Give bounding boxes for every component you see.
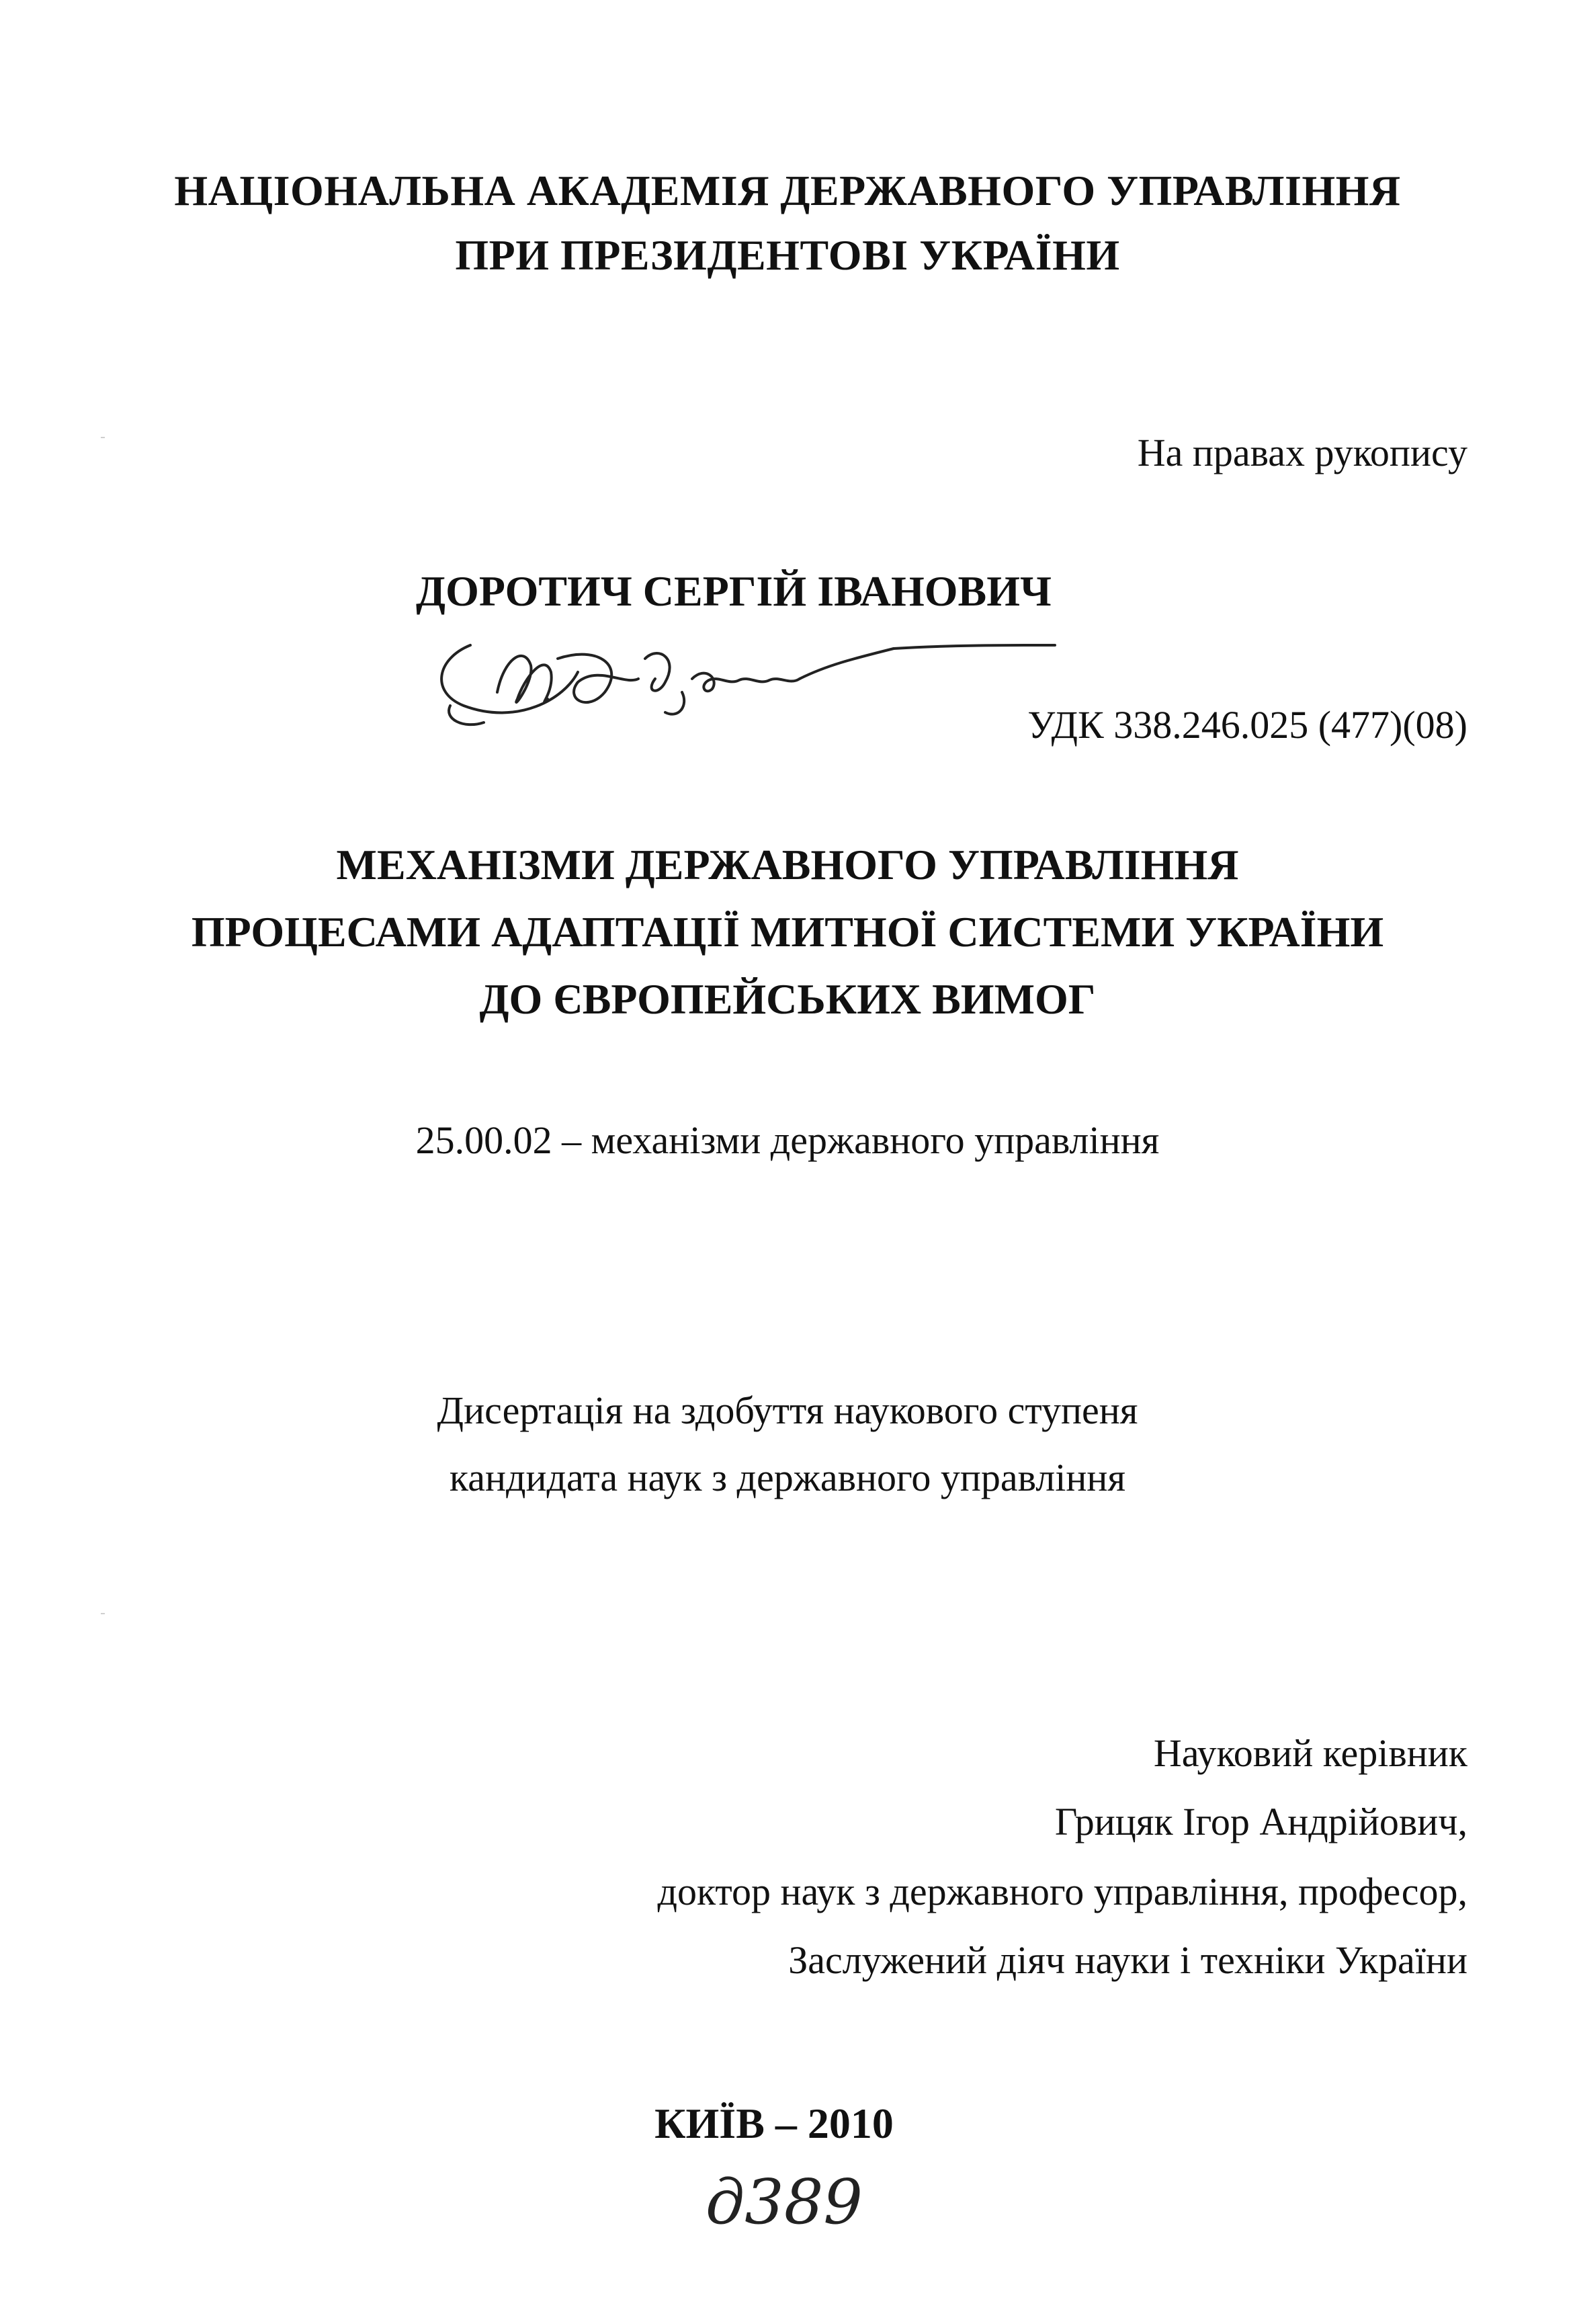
supervisor-name: Грицяк Ігор Андрійович,	[1054, 1800, 1467, 1843]
dissertation-line1: Дисертація на здобуття наукового ступеня	[437, 1388, 1138, 1432]
svg-text:д389: д389	[706, 2166, 863, 2238]
handwritten-number	[699, 2164, 880, 2238]
supervisor-degree: доктор наук з державного управління, професор,	[657, 1870, 1467, 1913]
supervisor-title: Заслужений діяч науки і техніки України	[788, 1938, 1467, 1982]
supervisor-label: Науковий керівник	[1153, 1731, 1467, 1775]
institution-name-line1: НАЦІОНАЛЬНА АКАДЕМІЯ ДЕРЖАВНОГО УПРАВЛІННЯ	[174, 167, 1401, 214]
institution-name-line2: ПРИ ПРЕЗИДЕНТОВІ УКРАЇНИ	[455, 231, 1120, 279]
rights-note: На правах рукопису	[1137, 431, 1467, 474]
udc-code: УДК 338.246.025 (477)(08)	[1027, 703, 1467, 747]
title-line1: МЕХАНІЗМИ ДЕРЖАВНОГО УПРАВЛІННЯ	[336, 841, 1239, 888]
author-signature	[423, 618, 1062, 739]
scan-speck	[101, 437, 105, 438]
title-line3: ДО ЄВРОПЕЙСЬКИХ ВИМОГ	[479, 975, 1096, 1023]
title-line2: ПРОЦЕСАМИ АДАПТАЦІЇ МИТНОЇ СИСТЕМИ УКРАЇНИ	[191, 908, 1384, 956]
city-year: КИЇВ – 2010	[654, 2100, 894, 2147]
author-name: ДОРОТИЧ СЕРГІЙ ІВАНОВИЧ	[416, 567, 1052, 615]
dissertation-line2: кандидата наук з державного управління	[449, 1456, 1126, 1499]
scan-speck	[101, 1613, 105, 1614]
specialty-code: 25.00.02 – механізми державного управління	[415, 1118, 1160, 1162]
